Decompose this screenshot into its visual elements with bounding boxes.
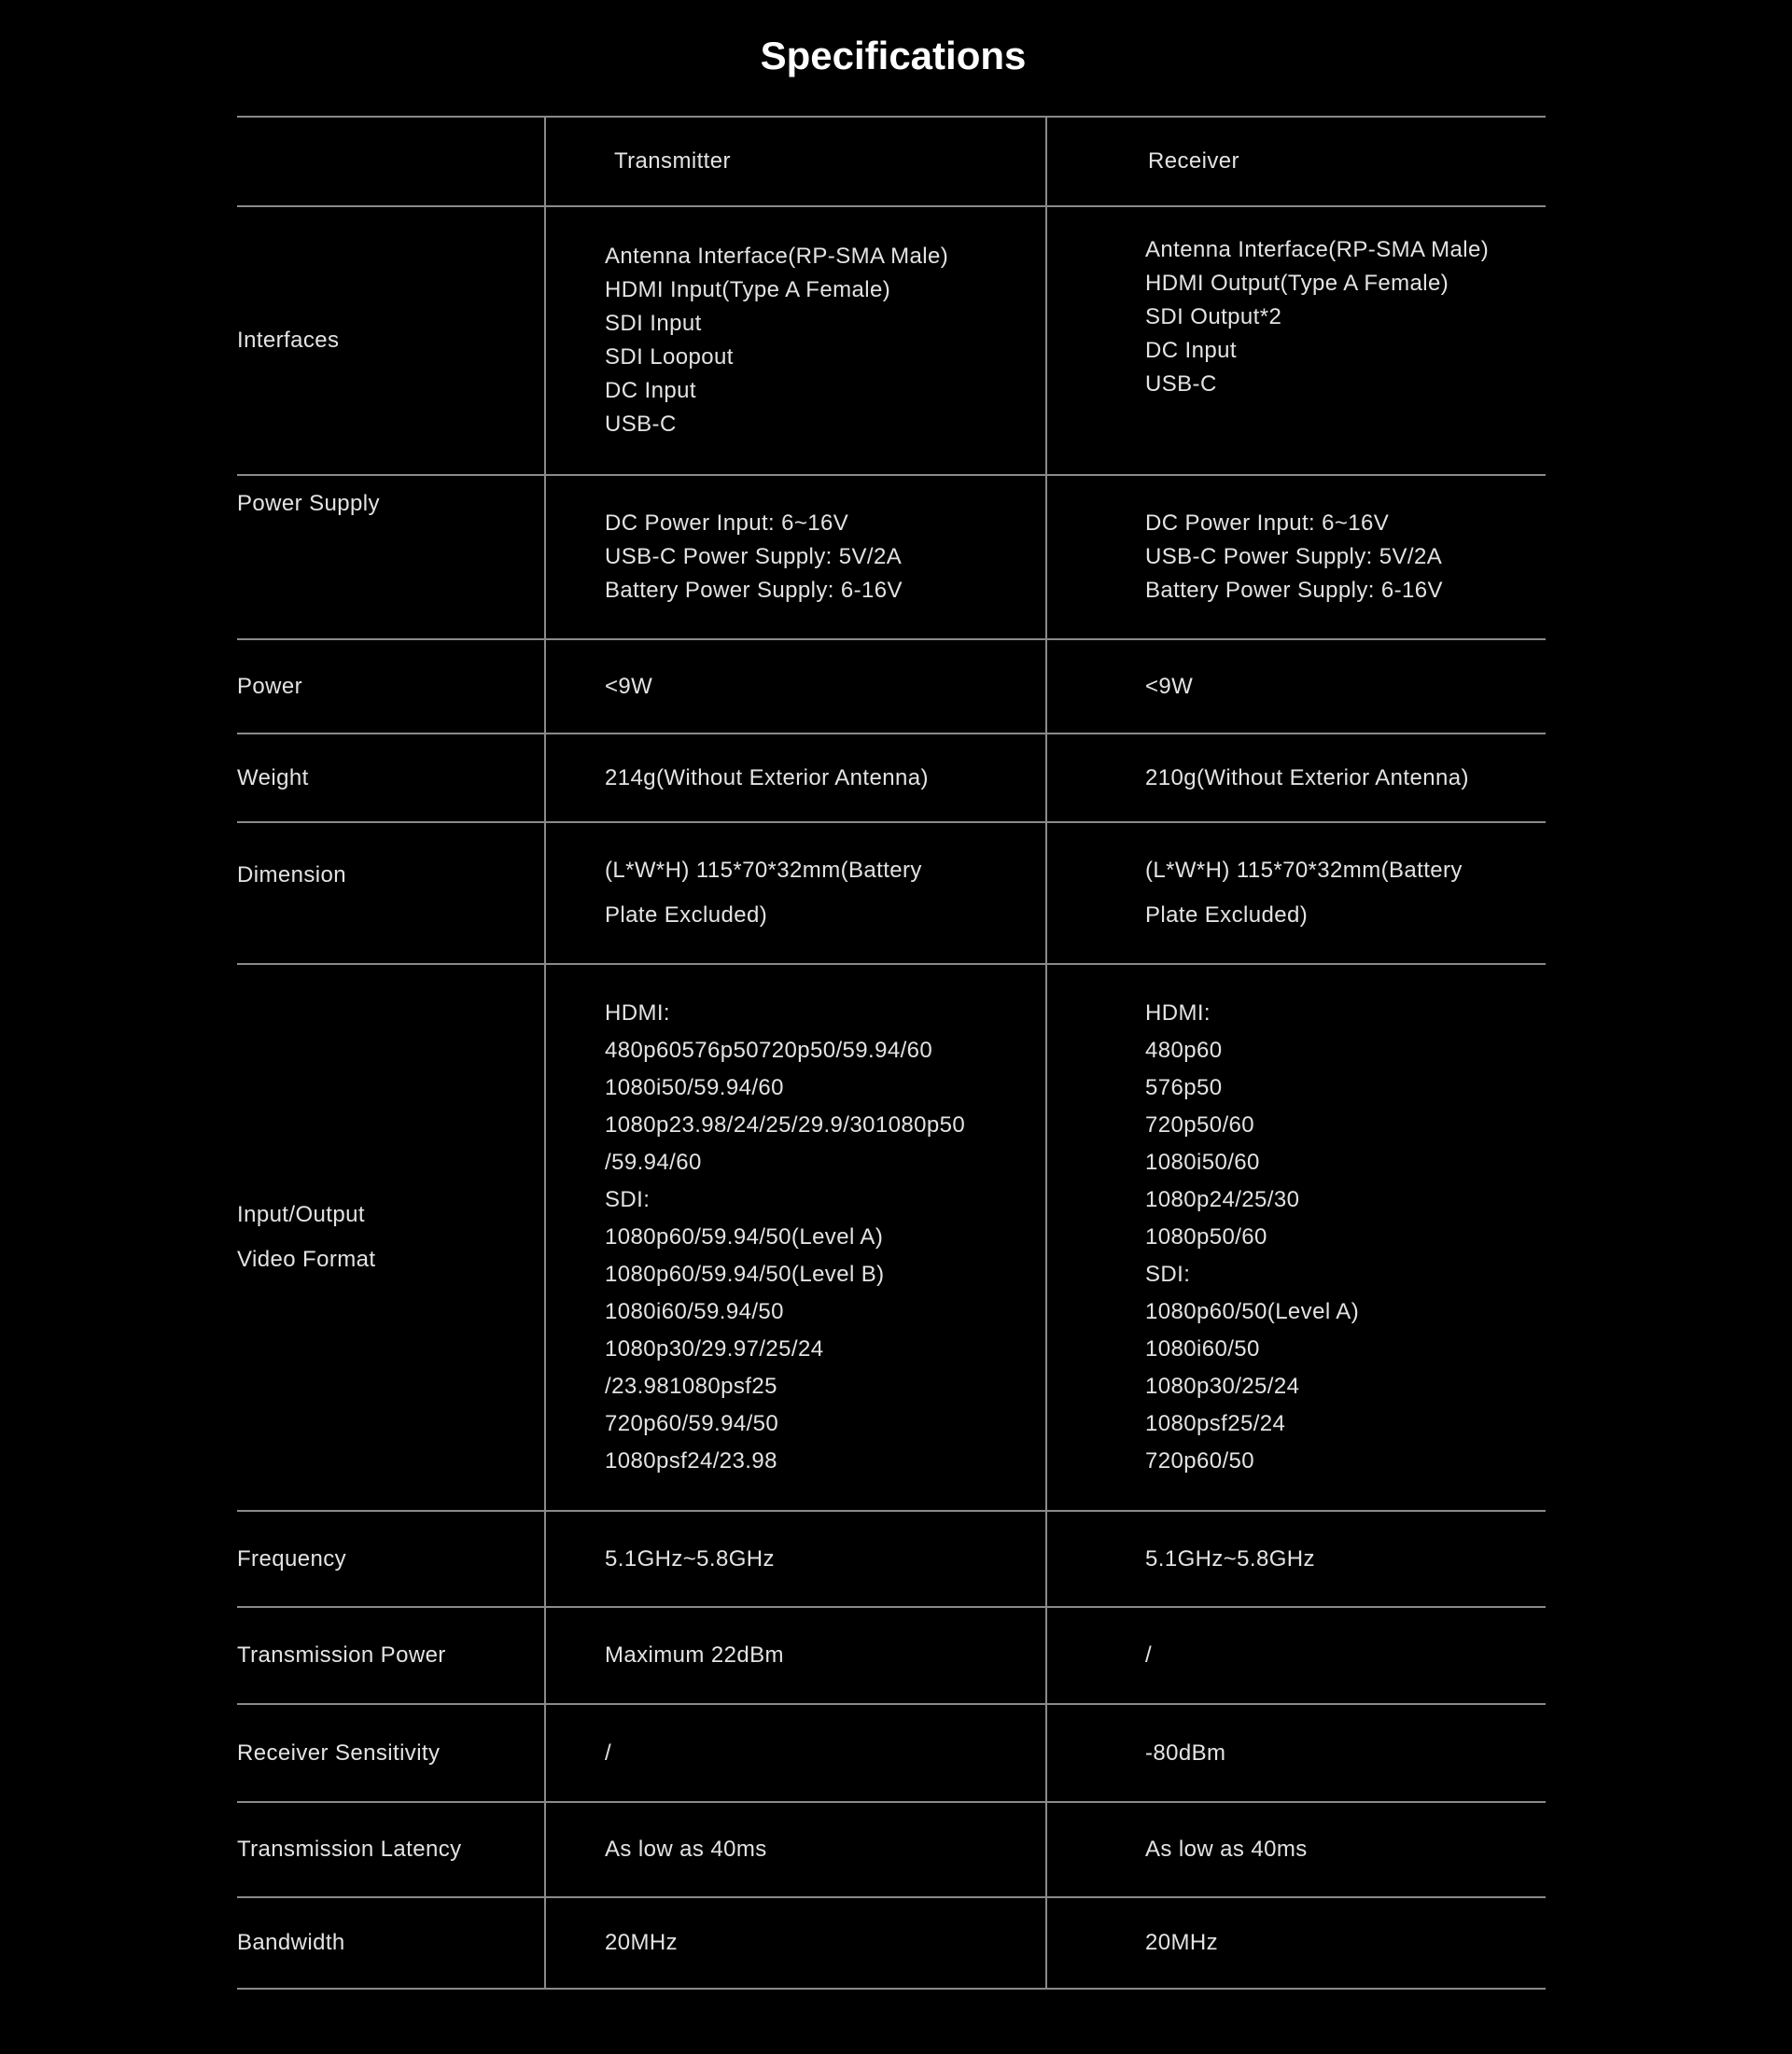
transmitter-value (545, 734, 1046, 822)
value-line: (L*W*H) 115*70*32mm(Battery (605, 858, 922, 883)
receiver-value (1046, 822, 1546, 964)
table-header-row (237, 117, 1546, 206)
transmitter-value (545, 1802, 1046, 1897)
value-line: Maximum 22dBm (605, 1642, 784, 1668)
page-title: Specifications (760, 34, 1027, 77)
value-line: 1080p30/29.97/25/24 (605, 1336, 824, 1362)
value-line: 214g(Without Exterior Antenna) (605, 764, 929, 790)
value-line: Battery Power Supply: 6-16V (605, 578, 903, 603)
row-label (237, 639, 545, 734)
value-line: 1080p24/25/30 (1145, 1187, 1300, 1212)
row-label-line: Transmission Latency (237, 1837, 462, 1862)
value-line: 720p50/60 (1145, 1112, 1255, 1138)
table-row-power-supply (237, 475, 1546, 639)
value-line: Battery Power Supply: 6-16V (1145, 578, 1443, 603)
value-line: <9W (605, 673, 653, 699)
value-line: HDMI: (1145, 1000, 1211, 1026)
table-row-power (237, 639, 1546, 734)
value-line: 5.1GHz~5.8GHz (605, 1545, 775, 1572)
value-line: Plate Excluded) (605, 902, 768, 928)
receiver-value (1046, 1802, 1546, 1897)
row-label-line: Power (237, 673, 303, 699)
value-line: 20MHz (1145, 1930, 1219, 1955)
table-row-weight (237, 734, 1546, 822)
receiver-value (1046, 206, 1546, 475)
value-line: (L*W*H) 115*70*32mm(Battery (1145, 858, 1463, 883)
value-line: SDI: (1145, 1262, 1191, 1287)
value-line: Plate Excluded) (1145, 902, 1309, 928)
value-line: 1080p23.98/24/25/29.9/301080p50 (605, 1112, 966, 1138)
value-line: 1080p60/59.94/50(Level A) (605, 1224, 884, 1250)
row-label (237, 206, 545, 475)
transmitter-value (545, 475, 1046, 639)
value-line: 720p60/59.94/50 (605, 1411, 779, 1436)
transmitter-value (545, 639, 1046, 734)
value-line: 720p60/50 (1145, 1448, 1255, 1474)
value-line: HDMI Input(Type A Female) (605, 277, 891, 302)
value-line: USB-C (605, 412, 677, 437)
row-label (237, 1511, 545, 1607)
value-line: HDMI Output(Type A Female) (1145, 271, 1449, 296)
value-line: /23.981080psf25 (605, 1374, 777, 1399)
receiver-value (1046, 1897, 1546, 1989)
value-line: / (605, 1740, 612, 1766)
value-line: 1080i60/59.94/50 (605, 1299, 784, 1324)
row-label (237, 475, 545, 639)
table-row-frequency (237, 1511, 1546, 1607)
value-line: 1080psf25/24 (1145, 1411, 1286, 1436)
header-transmitter: Transmitter (545, 117, 1046, 206)
value-line: 1080i50/60 (1145, 1150, 1260, 1175)
value-line: USB-C (1145, 371, 1217, 397)
value-line: 1080p30/25/24 (1145, 1374, 1300, 1399)
value-line: SDI Output*2 (1145, 304, 1282, 329)
value-line: Antenna Interface(RP-SMA Male) (605, 244, 949, 269)
row-label-line: Receiver Sensitivity (237, 1740, 441, 1766)
transmitter-value (545, 206, 1046, 475)
transmitter-value (545, 1607, 1046, 1704)
value-line: <9W (1145, 673, 1194, 699)
value-line: DC Input (605, 378, 696, 403)
value-line: DC Power Input: 6~16V (1145, 510, 1390, 536)
value-line: DC Input (1145, 338, 1237, 363)
value-line: 1080p60/59.94/50(Level B) (605, 1262, 885, 1287)
spec-table (237, 116, 1546, 1990)
table-row-video-format (237, 964, 1546, 1511)
value-line: USB-C Power Supply: 5V/2A (605, 544, 903, 569)
value-line: As low as 40ms (605, 1837, 767, 1862)
value-line: -80dBm (1145, 1740, 1226, 1766)
value-line: / (1145, 1642, 1153, 1668)
row-label-line: Power Supply (237, 491, 380, 516)
transmitter-value (545, 1704, 1046, 1802)
row-label-line: Input/Output (237, 1202, 365, 1227)
value-line: /59.94/60 (605, 1150, 702, 1175)
value-line: 1080p60/50(Level A) (1145, 1299, 1360, 1324)
table-row-transmission-latency (237, 1802, 1546, 1897)
table-row-transmission-power (237, 1607, 1546, 1704)
transmitter-value (545, 822, 1046, 964)
value-line: 5.1GHz~5.8GHz (1145, 1545, 1315, 1572)
value-line: Antenna Interface(RP-SMA Male) (1145, 237, 1490, 262)
value-line: USB-C Power Supply: 5V/2A (1145, 544, 1443, 569)
row-label-line: Bandwidth (237, 1930, 345, 1955)
value-line: 1080i60/50 (1145, 1336, 1260, 1362)
value-line: HDMI: (605, 1000, 670, 1026)
spec-table-body (237, 117, 1546, 1989)
value-line: As low as 40ms (1145, 1837, 1308, 1862)
value-line: 480p60 (1145, 1038, 1223, 1063)
value-line: 1080i50/59.94/60 (605, 1075, 784, 1100)
transmitter-value (545, 964, 1046, 1511)
value-line: SDI Loopout (605, 344, 734, 370)
value-line: SDI: (605, 1187, 651, 1212)
row-label (237, 1802, 545, 1897)
value-line: 210g(Without Exterior Antenna) (1145, 764, 1469, 790)
row-label-line: Frequency (237, 1545, 346, 1572)
receiver-value (1046, 1704, 1546, 1802)
table-row-interfaces (237, 206, 1546, 475)
row-label (237, 822, 545, 964)
transmitter-value (545, 1511, 1046, 1607)
receiver-value (1046, 639, 1546, 734)
value-line: 1080psf24/23.98 (605, 1448, 777, 1474)
receiver-value (1046, 475, 1546, 639)
row-label-line: Dimension (237, 862, 346, 887)
row-label (237, 1704, 545, 1802)
row-label-line: Interfaces (237, 328, 340, 353)
receiver-value (1046, 1511, 1546, 1607)
transmitter-value (545, 1897, 1046, 1989)
receiver-value (1046, 1607, 1546, 1704)
row-label (237, 1897, 545, 1989)
table-row-bandwidth (237, 1897, 1546, 1989)
row-label-line: Transmission Power (237, 1642, 446, 1668)
value-line: 480p60576p50720p50/59.94/60 (605, 1038, 933, 1063)
value-line: 576p50 (1145, 1075, 1223, 1100)
table-row-receiver-sensitivity (237, 1704, 1546, 1802)
row-label-line: Weight (237, 764, 309, 790)
row-label-line: Video Format (237, 1247, 376, 1272)
row-label (237, 1607, 545, 1704)
value-line: SDI Input (605, 311, 702, 336)
header-receiver: Receiver (1046, 117, 1546, 206)
receiver-value (1046, 964, 1546, 1511)
receiver-value (1046, 734, 1546, 822)
header-label-cell (237, 117, 545, 206)
row-label (237, 964, 545, 1511)
row-label (237, 734, 545, 822)
table-row-dimension (237, 822, 1546, 964)
value-line: DC Power Input: 6~16V (605, 510, 849, 536)
value-line: 1080p50/60 (1145, 1224, 1267, 1250)
value-line: 20MHz (605, 1930, 679, 1955)
